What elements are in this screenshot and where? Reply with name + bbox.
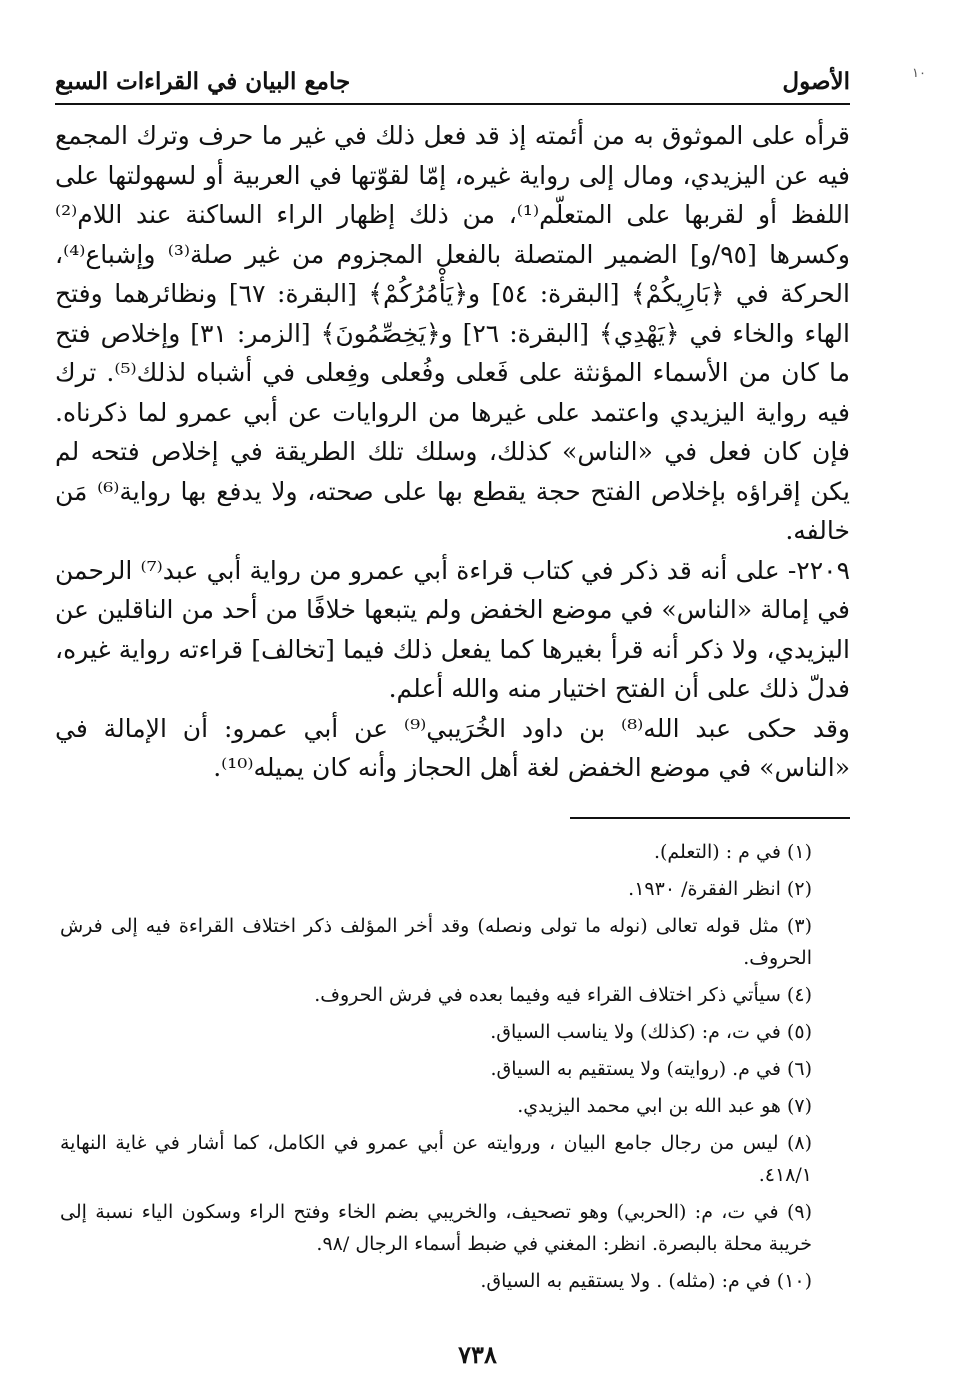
footnote-3: (٣) مثل قوله تعالى (نوله ما تولى ونصله) وقد أخر المؤلف ذكر اختلاف القراءة فيه إلى فرش الحروف. bbox=[60, 915, 812, 969]
footnote-rule bbox=[570, 817, 850, 819]
footnote-8: (٨) ليس من رجال جامع البيان ، وروايته عن أبي عمرو في الكامل، كما أشار في غاية النهاية ٤١٨/١. bbox=[60, 1132, 812, 1186]
running-header bbox=[55, 60, 850, 100]
footnote-1: (١) في م : (التعلم). bbox=[653, 841, 812, 863]
paragraph-1: قرأه على الموثوق به من أئمته إذ قد فعل ذلك في غير ما حرف وترك المجمع فيه عن اليزيدي، ومال إلى رواية غيره، إمّا لقوّتها في العربية أو لسهولتها على اللفظ أو لقربها على المتعلّم⁽¹⁾، من ذلك إظهار الراء الساكنة عند اللام⁽²⁾ وكسرها [٩٥/و] الضمير المتصلة بالفعل المجزوم من غير صلة⁽³⁾ وإشباع⁽⁴⁾، الحركة في ﴿بَارِيكُمْ﴾ [البقرة: ٥٤] و﴿يَأْمُرُكُمْ﴾ [البقرة: ٦٧] ونظائرهما وفتح الهاء والخاء في ﴿يَهْدِي﴾ [البقرة: ٢٦] و﴿يَخِصِّمُونَ﴾ [الزمر: ٣١] وإخلاص فتح ما كان من الأسماء المؤنثة على فَعلى وفُعلى وفِعلى في أشباه لذلك⁽⁵⁾. ترك فيه رواية اليزيدي واعتمد على غيرها من الروايات عن أبي عمرو لما ذكرناه. فإن كان فعل في «الناس» كذلك، وسلك تلك الطريقة في إخلاص فتحه لم يكن إقراؤه بإخلاص الفتح حجة يقطع بها على صحته، ولا يدفع بها رواية⁽⁶⁾ مَن خالفه. bbox=[55, 121, 850, 545]
corner-mark: ١٠ bbox=[912, 66, 926, 81]
page-number: ٧٣٨ bbox=[458, 1340, 497, 1369]
footnote-7: (٧) هو عبد الله بن ابي محمد اليزيدي. bbox=[517, 1095, 812, 1117]
paragraph-2209: ٢٢٠٩- على أنه قد ذكر في كتاب قراءة أبي عمرو من رواية أبي عبد⁽⁷⁾ الرحمن في إمالة «الناس» في موضع الخفض ولم يتبعها خلافًا من أحد من الناقلين عن اليزيدي، ولا ذكر أنه قرأ بغيرها كما يفعل ذلك فيما [تخالف] قراءته رواية غيره، فدلّ ذلك على أن الفتح اختيار منه والله أعلم. bbox=[55, 555, 850, 703]
footnote-2: (٢) انظر الفقرة/ ١٩٣٠. bbox=[628, 878, 812, 900]
section-title: الأصول bbox=[782, 68, 850, 95]
footnote-6: (٦) في م. (روايته) ولا يستقيم به السياق. bbox=[490, 1058, 812, 1080]
footnote-10: (١٠) في م: (مثله) . ولا يستقيم به السياق. bbox=[480, 1270, 812, 1292]
book-title: جامع البيان في القراءات السبع bbox=[55, 68, 351, 95]
main-text bbox=[55, 116, 850, 788]
footnote-5: (٥) في ت، م: (كذلك) ولا يناسب السياق. bbox=[490, 1021, 812, 1043]
footnote-4: (٤) سيأتي ذكر اختلاف القراء فيه وفيما بعده في فرش الحروف. bbox=[314, 984, 812, 1006]
paragraph-3: وقد حكى عبد الله⁽⁸⁾ بن داود الخُرَيبي⁽⁹⁾ عن أبي عمرو: أن الإمالة في «الناس» في موضع الخفض لغة أهل الحجاز وأنه كان يميله⁽¹⁰⁾. bbox=[55, 713, 850, 782]
header-rule bbox=[55, 103, 850, 105]
footnote-9: (٩) في ت، م: (الحربي) وهو تصحيف، والخريبي بضم الخاء وفتح الراء وسكون الياء نسبة إلى خريبة محلة بالبصرة. انظر: المغني في ضبط أسماء الرجال /٩٨. bbox=[60, 1201, 812, 1255]
footnotes bbox=[60, 836, 812, 1302]
